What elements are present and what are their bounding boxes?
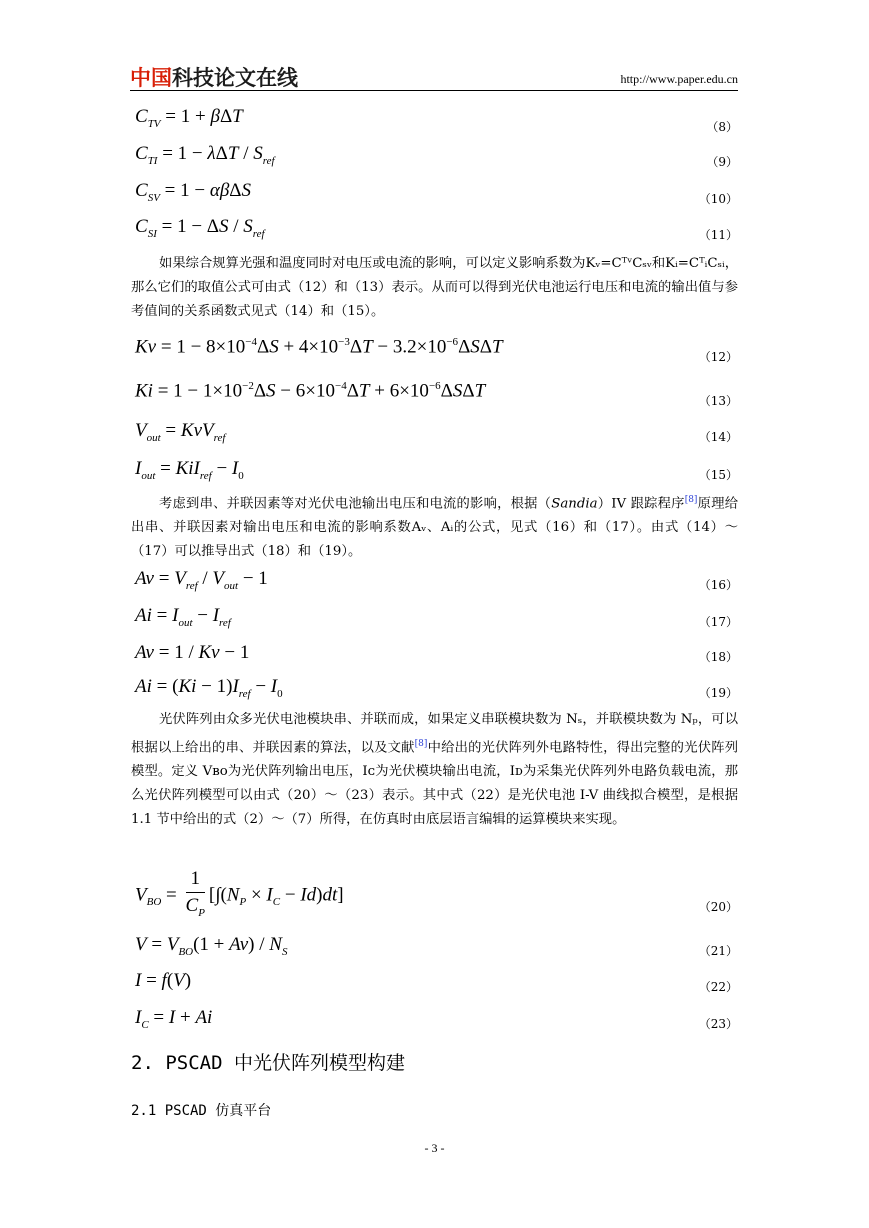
equation-21: $V = V_{BO}(1 + Av) / N_S$ （21）	[135, 934, 738, 958]
equation-23: $I_C = I + Ai$ （23）	[135, 1007, 738, 1031]
equation-13: $Ki = 1 - 1\times 10^{-2}\Delta S - 6\times 10^{-4}\Delta T + 6\times 10^{-6}\Delta S\Delta T$ （13）	[135, 380, 738, 408]
equation-17: $Ai = I_{out} - I_{ref}$ （17）	[135, 605, 738, 629]
page-header	[130, 58, 738, 91]
paragraph-1: 如果综合规算光强和温度同时对电压或电流的影响，可以定义影响系数为Kᵥ=CᵀᵛCₛᵥ和Kᵢ=CᵀᵢCₛᵢ，那么它们的取值公式可由式（12）和（13）表示。从而可以得到光伏电池运行电压和电流的输出值与参考值间的关系函数式见式（14）和（15）。	[131, 256, 738, 319]
citation-link[interactable]: [8]	[684, 495, 698, 505]
citation-link[interactable]: [8]	[414, 739, 428, 749]
paragraph-3: 光伏阵列由众多光伏电池模块串、并联而成，如果定义串联模块数为 Nₛ，并联模块数为 Nₚ，可以根据以上给出的串、并联因素的算法，以及文献[8]中给出的光伏阵列外电路特性，得出完整的光伏阵列模型。定义 Vʙᴏ为光伏阵列输出电压，Iᴄ为光伏模块输出电流，Iᴅ为采集光伏阵列外电路负载电流，那么光伏阵列模型可以由式（20）～（23）表示。其中式（22）是光伏电池 I-V 曲线拟合模型，是根据 1.1 节中给出的式（2）～（7）所得，在仿真时由底层语言编辑的运算模块来实现。	[131, 712, 739, 828]
page-number: - 3 -	[424, 1141, 445, 1155]
equation-20: $V_{BO}$ = $\frac{1}{C_P}$ $[\int(N_P \times I_C - Id)dt]$ （20）	[135, 868, 738, 919]
header-url[interactable]: http://www.paper.edu.cn	[620, 72, 738, 86]
equation-19: $Ai = (Ki - 1)I_{ref} - I_0$ （19）	[135, 676, 738, 700]
subsection-heading: 2.1 PSCAD 仿真平台	[131, 1103, 272, 1119]
equation-14: $V_{out} = KvV_{ref}$ （14）	[135, 420, 738, 444]
equation-9: $C_{TI} = 1 - \lambda\Delta T / S_{ref}$ （9）	[135, 143, 738, 169]
equation-15: $I_{out} = KiI_{ref} - I_0$ （15）	[135, 458, 738, 482]
paragraph-2: 考虑到串、并联因素等对光伏电池输出电压和电流的影响，根据（Sandia）IV 跟踪程序[8]原理给出串、并联因素对输出电压和电流的影响系数Aᵥ、Aᵢ的公式，见式（16）和（17）。由式（14）～（17）可以推导出式（18）和（19）。	[131, 495, 739, 560]
journal-logo: 中国科技论文在线	[130, 66, 298, 90]
section-heading: 2. PSCAD 中光伏阵列模型构建	[131, 1052, 405, 1074]
equation-22: I = f(V) （22）	[135, 970, 738, 994]
equation-11: $C_{SI} = 1 - \Delta S / S_{ref}$ （11）	[135, 216, 738, 242]
equation-8: $C_{TV} = 1 + \beta\Delta T$ （8）	[135, 106, 738, 134]
equation-12: $Kv = 1 - 8\times 10^{-4}\Delta S + 4\times 10^{-3}\Delta T - 3.2\times 10^{-6}\Delta S\Delta T$ （12）	[135, 336, 738, 364]
equation-10: $C_{SV} = 1 - \alpha\beta\Delta S$ （10）	[135, 180, 738, 206]
equation-18: Av = 1 / Kv − 1 （18）	[135, 642, 738, 664]
equation-16: $Av = V_{ref} / V_{out} - 1$ （16）	[135, 568, 738, 592]
